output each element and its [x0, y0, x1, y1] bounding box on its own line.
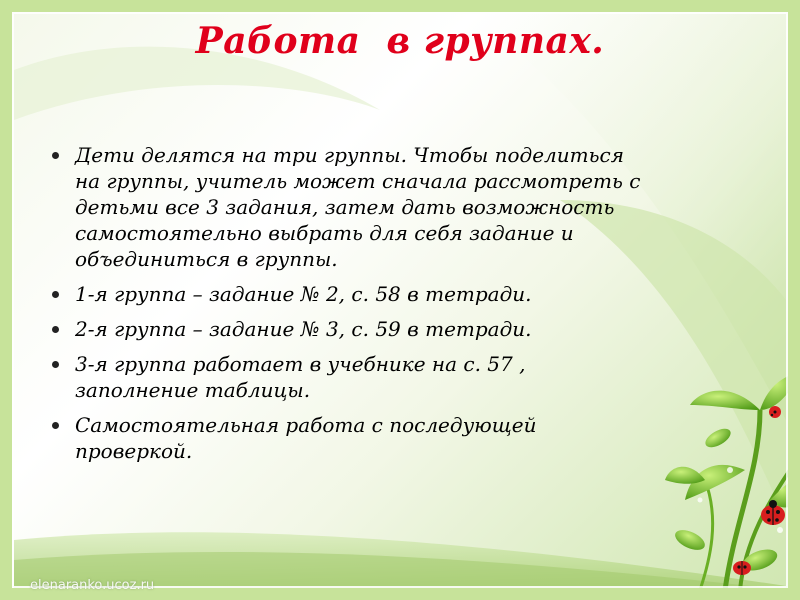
bullet-item: [50, 316, 660, 342]
bullet-dot: [52, 361, 59, 368]
bullet-list: [50, 142, 660, 464]
slide-content: [50, 142, 660, 473]
bullet-dot: [52, 152, 59, 159]
slide-title: Работа в группах.: [195, 20, 605, 62]
bullet-text: Дети делятся на три группы. Чтобы поделиться на группы, учитель может сначала рассмотреть с детьми все 3 задания, затем дать возможность самостоятельно выбрать для себя задание и объединиться в группы.: [75, 143, 641, 271]
bullet-dot: [52, 291, 59, 298]
bullet-text: Самостоятельная работа с последующей проверкой.: [75, 413, 537, 463]
bullet-text: 1-я группа – задание № 2, с. 58 в тетради.: [75, 282, 532, 306]
bullet-item: [50, 412, 660, 464]
bullet-item: [50, 281, 660, 307]
bullet-dot: [52, 326, 59, 333]
bullet-text: 2-я группа – задание № 3, с. 59 в тетради.: [75, 317, 532, 341]
bullet-dot: [52, 422, 59, 429]
bullet-item: [50, 351, 660, 403]
ladybug-icon: [769, 406, 781, 418]
ladybug-icon: [733, 561, 751, 575]
watermark-text: elenaranko.ucoz.ru: [30, 578, 155, 593]
bullet-item: [50, 142, 660, 272]
bullet-text: 3-я группа работает в учебнике на с. 57 , заполнение таблицы.: [75, 352, 526, 402]
